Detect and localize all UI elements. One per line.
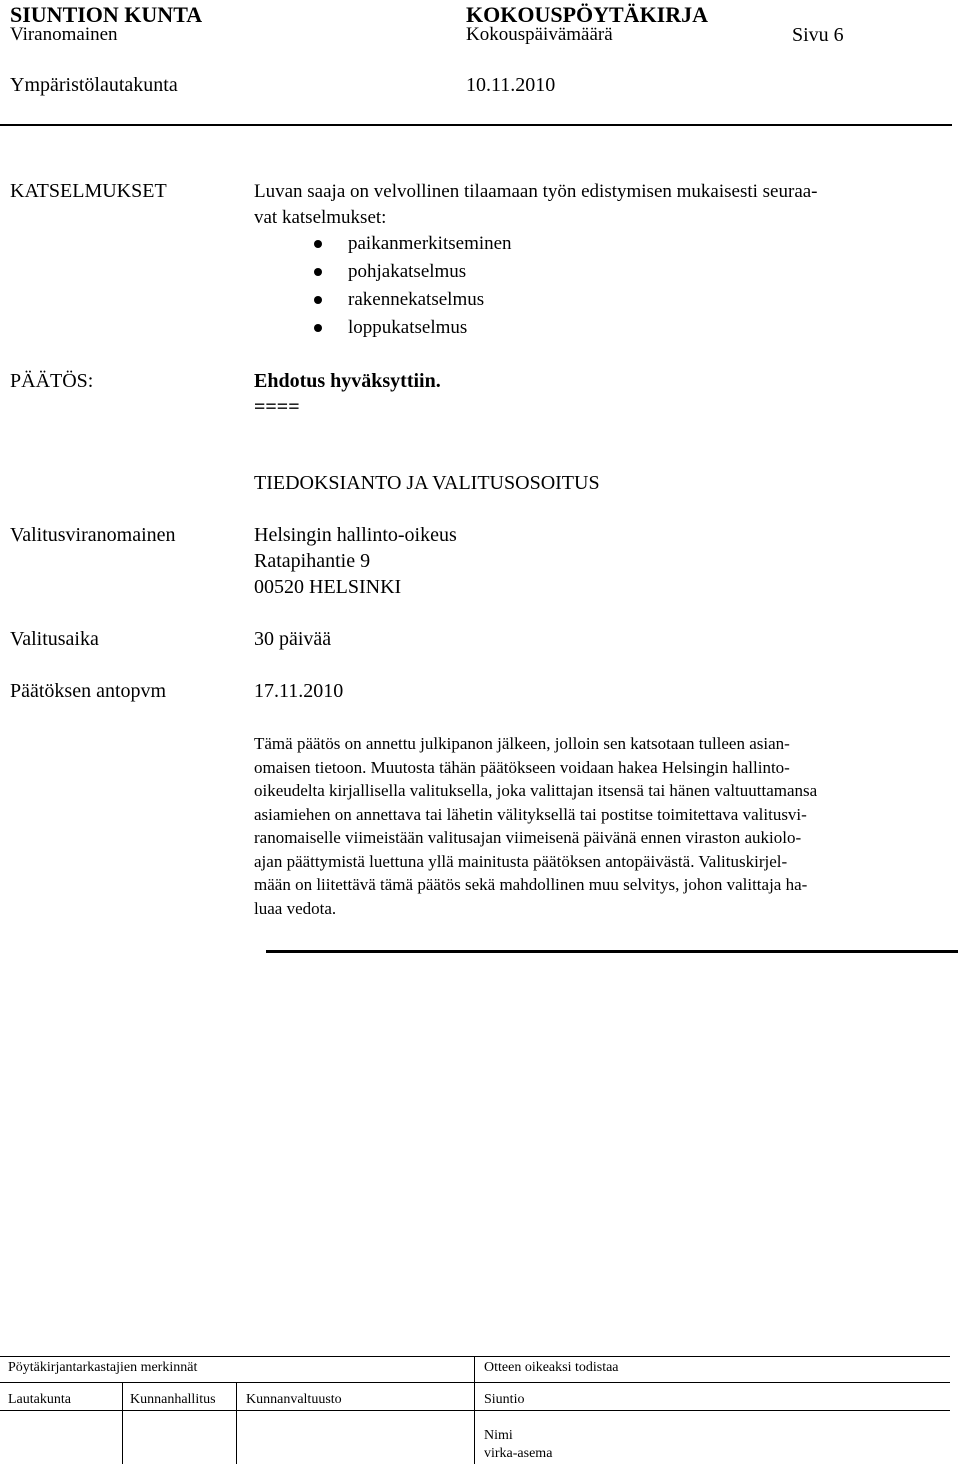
footer-row-line [0,1410,950,1411]
list-item: paikanmerkitseminen [348,230,512,258]
footer-top-line [0,1356,950,1357]
meeting-date: 10.11.2010 [466,74,556,96]
appeal-period-label: Valitusaika [10,628,99,650]
footer-col-lautakunta: Lautakunta [8,1392,71,1407]
footer-place: Siuntio [484,1392,525,1407]
authority-name: Ympäristölautakunta [10,74,178,96]
footer-name-label: Nimi [484,1428,513,1443]
appeal-authority-line-1: Helsingin hallinto-oikeus [254,524,457,546]
footer-divider-3 [474,1356,475,1464]
section-label-paatos: PÄÄTÖS: [10,370,94,392]
decision-text: Ehdotus hyväksyttiin. [254,370,441,392]
notice-title: TIEDOKSIANTO JA VALITUSOSOITUS [254,472,600,494]
footer-divider-1 [122,1382,123,1464]
list-item: rakennekatselmus [348,286,512,314]
document-type: KOKOUSPÖYTÄKIRJA [466,2,709,27]
appeal-instructions: Tämä päätös on annettu julkipanon jälkeen, jolloin sen katsotaan tulleen asian- omaisen tietoon. Muutosta tähän päätökseen voidaan hakea Helsingin hallinto- oikeudelta kirjallisella valituksella, joka valittajan itsensä tai hänen valtuuttamansa asiamiehen on annettava tai lähetin välityksellä tai postitse toimitettava valitusvi- ranomaiselle viimeistään valitusajan viimeisenä päivänä ennen viraston aukiolo- ajan päättymistä luettuna yllä mainitusta päätöksen antopäivästä. Valituskirjel- mään on liitettävä tämä päätös sekä mahdollinen muu selvitys, johon valittaja ha- luaa vedota. [254,734,818,918]
reviewer-marks-label: Pöytäkirjantarkastajien merkinnät [8,1360,198,1375]
certified-copy-label: Otteen oikeaksi todistaa [484,1360,619,1375]
katselmukset-list [348,230,512,342]
footer-col-kunnanvaltuusto: Kunnanvaltuusto [246,1392,342,1407]
appeal-period: 30 päivää [254,628,332,650]
list-item: loppukatselmus [348,314,512,342]
org-name: SIUNTION KUNTA [10,2,203,27]
decision-separator: ==== [254,396,300,418]
footer-mid-line [0,1382,950,1383]
authority-label: Viranomainen [10,24,118,45]
bullet-icon [314,296,322,304]
appeal-authority-label: Valitusviranomainen [10,524,176,546]
bullet-icon [314,324,322,332]
footer-position-label: virka-asema [484,1446,553,1461]
section-label-katselmukset: KATSELMUKSET [10,180,167,202]
page-number: Sivu 6 [792,24,844,46]
header-divider [0,124,952,126]
katselmukset-intro-line-2: vat katselmukset: [254,207,387,228]
bullet-icon [314,268,322,276]
footer-divider-2 [236,1382,237,1464]
appeal-authority-line-2: Ratapihantie 9 [254,550,371,572]
decision-date: 17.11.2010 [254,680,344,702]
appeal-authority-line-3: 00520 HELSINKI [254,576,402,598]
katselmukset-intro-line-1: Luvan saaja on velvollinen tilaamaan työn edistymisen mukaisesti seuraa- [254,181,818,202]
bullet-icon [314,240,322,248]
decision-date-label: Päätöksen antopvm [10,680,167,702]
meeting-date-label: Kokouspäivämäärä [466,24,613,45]
list-item: pohjakatselmus [348,258,512,286]
footer-col-kunnanhallitus: Kunnanhallitus [130,1392,216,1407]
end-divider [266,950,958,953]
